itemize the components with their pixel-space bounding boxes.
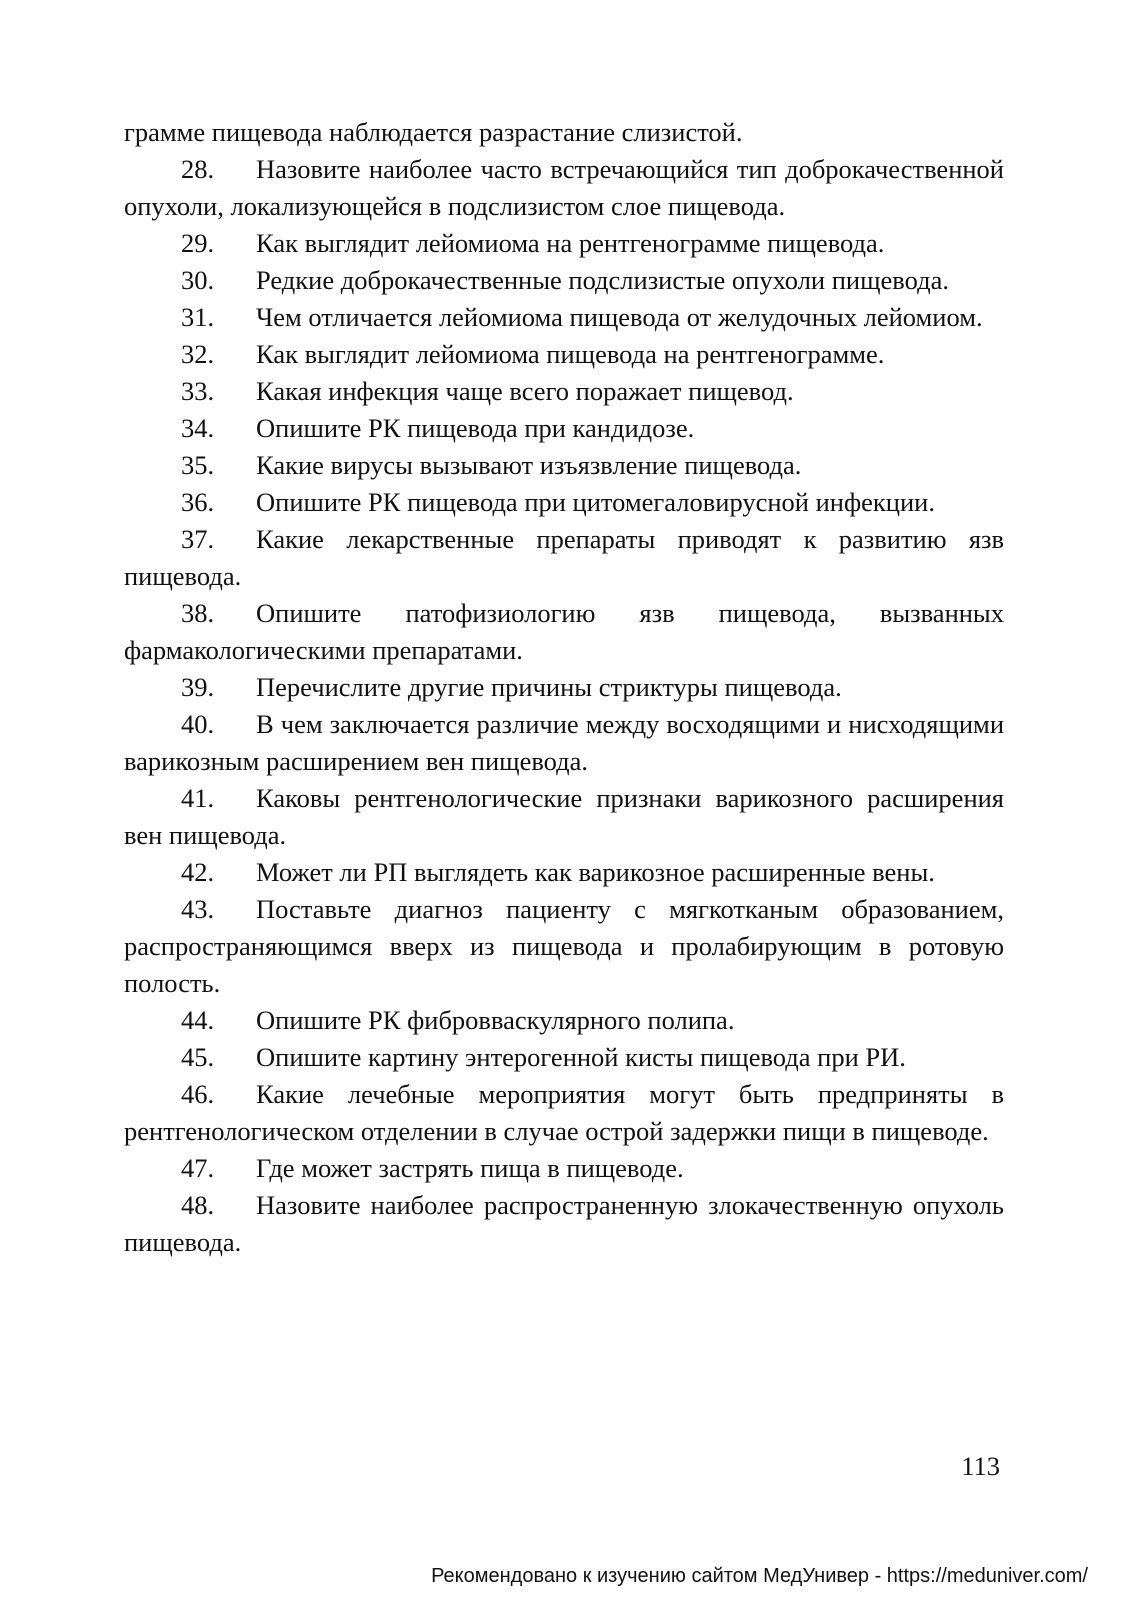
- question-number: 44.: [181, 1005, 215, 1035]
- question-number: 28.: [181, 154, 215, 184]
- question-number: 33.: [181, 376, 215, 406]
- question-text: Где может застрять пища в пищеводе.: [256, 1153, 684, 1183]
- question-text: Перечислите другие причины стриктуры пищевода.: [256, 672, 842, 702]
- continuation-paragraph: грамме пищевода наблюдается разрастание слизистой.: [124, 117, 743, 147]
- question-text: Какая инфекция чаще всего поражает пищевод.: [256, 376, 794, 406]
- question-text: Как выглядит лейомиома на рентгенограмме пищевода.: [256, 228, 885, 258]
- question-text: Какие вирусы вызывают изъязвление пищевода.: [256, 450, 802, 480]
- question-item: [124, 1150, 1004, 1187]
- question-text: Опишите картину энтерогенной кисты пищевода при РИ.: [256, 1042, 906, 1072]
- question-text: В чем заключается различие между восходящими и нисходящими варикозным расширением вен пищевода.: [124, 709, 1004, 776]
- question-text: Назовите наиболее часто встречающийся тип доброкачественной опухоли, локализующейся в подслизистом слое пищевода.: [124, 154, 1004, 221]
- question-item: [124, 521, 1004, 595]
- question-item: [124, 410, 1004, 447]
- question-text: Какие лечебные мероприятия могут быть предприняты в рентгенологическом отделении в случае острой задержки пищи в пищеводе.: [124, 1079, 1004, 1146]
- question-text: Может ли РП выглядеть как варикозное расширенные вены.: [256, 857, 935, 887]
- question-number: 40.: [181, 709, 215, 739]
- question-text: Опишите патофизиологию язв пищевода, вызванных фармакологическими препаратами.: [124, 598, 1004, 665]
- question-item: [124, 1187, 1004, 1261]
- question-text: Поставьте диагноз пациенту с мягкотканым образованием, распространяющимся вверх из пищевода и пролабирующим в ротовую полость.: [124, 894, 1004, 998]
- question-number: 43.: [181, 894, 215, 924]
- question-text: Чем отличается лейомиома пищевода от желудочных лейомиом.: [256, 302, 983, 332]
- question-number: 41.: [181, 783, 215, 813]
- question-text: Опишите РК фибровваскулярного полипа.: [256, 1005, 735, 1035]
- question-number: 46.: [181, 1079, 215, 1109]
- question-text: Каковы рентгенологические признаки варикозного расширения вен пищевода.: [124, 783, 1004, 850]
- question-item: [124, 891, 1004, 1002]
- question-text: Опишите РК пищевода при цитомегаловирусной инфекции.: [256, 487, 935, 517]
- question-number: 48.: [181, 1190, 215, 1220]
- question-number: 34.: [181, 413, 215, 443]
- question-item: [124, 1039, 1004, 1076]
- question-item: [124, 336, 1004, 373]
- footer-note: Рекомендовано к изучению сайтом МедУнивер - https://meduniver.com/: [431, 1565, 1088, 1587]
- question-number: 36.: [181, 487, 215, 517]
- question-item: [124, 225, 1004, 262]
- question-item: [124, 706, 1004, 780]
- question-text: Назовите наиболее распространенную злокачественную опухоль пищевода.: [124, 1190, 1004, 1257]
- question-number: 31.: [181, 302, 215, 332]
- question-number: 37.: [181, 524, 215, 554]
- question-item: [124, 447, 1004, 484]
- question-text: Какие лекарственные препараты приводят к развитию язв пищевода.: [124, 524, 1004, 591]
- question-number: 32.: [181, 339, 215, 369]
- page-number: 113: [961, 1451, 1000, 1481]
- question-number: 47.: [181, 1153, 215, 1183]
- question-text: Опишите РК пищевода при кандидозе.: [256, 413, 695, 443]
- question-item: [124, 151, 1004, 225]
- question-text: Редкие доброкачественные подслизистые опухоли пищевода.: [256, 265, 949, 295]
- question-text: Как выглядит лейомиома пищевода на рентгенограмме.: [256, 339, 885, 369]
- question-item: [124, 299, 1004, 336]
- question-number: 39.: [181, 672, 215, 702]
- page-body: [124, 114, 1004, 1261]
- question-item: [124, 1002, 1004, 1039]
- question-item: [124, 373, 1004, 410]
- question-number: 35.: [181, 450, 215, 480]
- question-number: 29.: [181, 228, 215, 258]
- question-item: [124, 669, 1004, 706]
- question-item: [124, 484, 1004, 521]
- question-item: [124, 854, 1004, 891]
- question-number: 30.: [181, 265, 215, 295]
- question-number: 38.: [181, 598, 215, 628]
- question-number: 42.: [181, 857, 215, 887]
- question-item: [124, 595, 1004, 669]
- question-item: [124, 780, 1004, 854]
- question-number: 45.: [181, 1042, 215, 1072]
- question-item: [124, 1076, 1004, 1150]
- question-item: [124, 262, 1004, 299]
